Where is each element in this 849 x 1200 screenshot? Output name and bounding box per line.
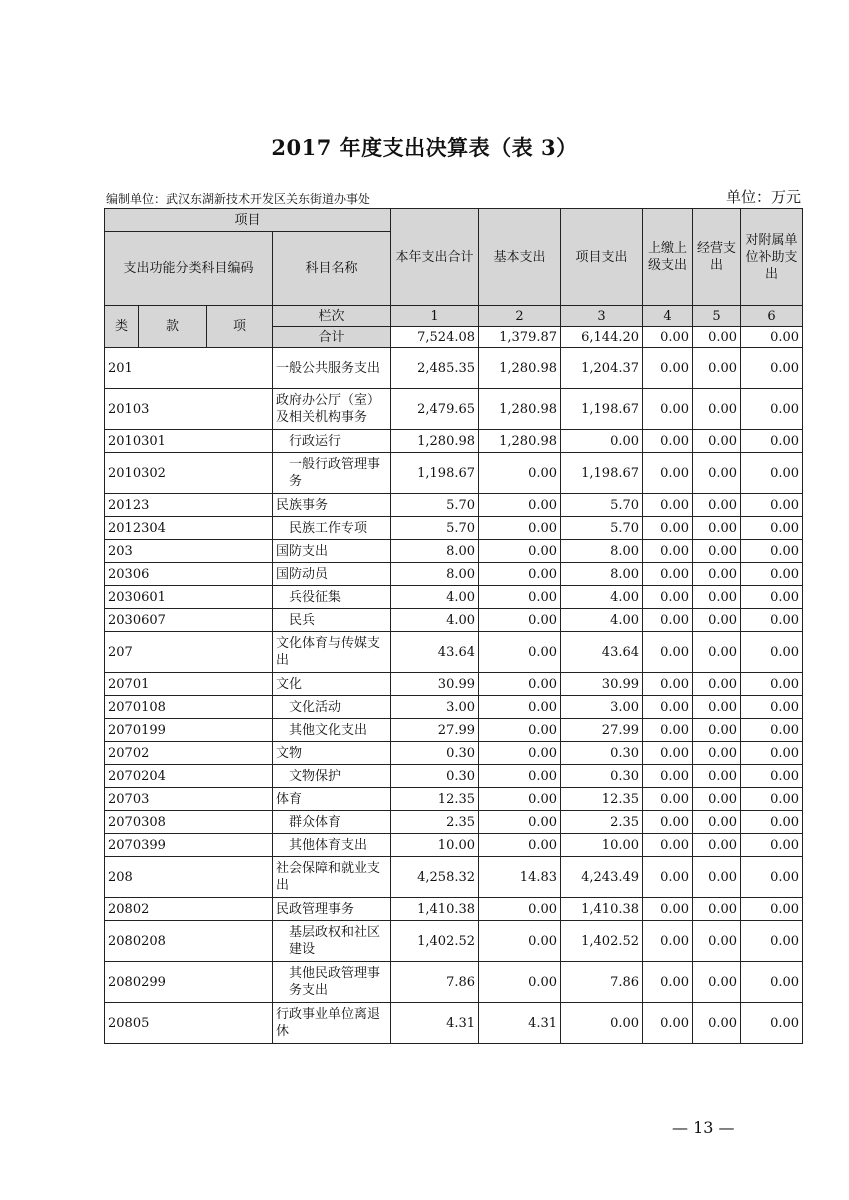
row-name: 民政管理事务 — [273, 898, 391, 921]
table-row — [105, 921, 803, 962]
row-basic: 1,280.98 — [479, 389, 561, 430]
row-total: 43.64 — [391, 632, 479, 673]
row-upper: 0.00 — [643, 430, 693, 453]
row-total: 27.99 — [391, 719, 479, 742]
row-basic: 14.83 — [479, 857, 561, 898]
row-name: 民兵 — [273, 609, 391, 632]
row-business: 0.00 — [693, 494, 741, 517]
table-row — [105, 765, 803, 788]
row-business: 0.00 — [693, 609, 741, 632]
row-project: 30.99 — [561, 673, 643, 696]
row-name: 其他体育支出 — [273, 834, 391, 857]
row-total: 4.00 — [391, 586, 479, 609]
row-project: 12.35 — [561, 788, 643, 811]
row-total: 10.00 — [391, 834, 479, 857]
row-code: 20703 — [105, 788, 273, 811]
table-row — [105, 898, 803, 921]
header-item: 项目 — [105, 209, 391, 232]
row-upper: 0.00 — [643, 1003, 693, 1044]
row-code: 20306 — [105, 563, 273, 586]
row-basic: 0.00 — [479, 586, 561, 609]
row-upper: 0.00 — [643, 742, 693, 765]
row-project: 43.64 — [561, 632, 643, 673]
row-name: 文物 — [273, 742, 391, 765]
col-index-3: 3 — [561, 306, 643, 327]
row-name: 基层政权和社区建设 — [273, 921, 391, 962]
row-name: 民族事务 — [273, 494, 391, 517]
row-total: 8.00 — [391, 563, 479, 586]
header-row-item — [105, 209, 803, 232]
row-basic: 0.00 — [479, 696, 561, 719]
row-business: 0.00 — [693, 765, 741, 788]
row-project: 8.00 — [561, 540, 643, 563]
row-project: 10.00 — [561, 834, 643, 857]
row-basic: 0.00 — [479, 765, 561, 788]
header-project: 项目支出 — [561, 209, 643, 306]
row-name: 兵役征集 — [273, 586, 391, 609]
row-name: 政府办公厅（室）及相关机构事务 — [273, 389, 391, 430]
row-project: 5.70 — [561, 517, 643, 540]
row-name: 国防动员 — [273, 563, 391, 586]
row-name: 群众体育 — [273, 811, 391, 834]
col-index-5: 5 — [693, 306, 741, 327]
row-code: 20702 — [105, 742, 273, 765]
page-title: 2017 年度支出决算表（表 3） — [271, 135, 578, 160]
row-project: 1,198.67 — [561, 453, 643, 494]
header-upper: 上缴上级支出 — [643, 209, 693, 306]
row-business: 0.00 — [693, 348, 741, 389]
table-row — [105, 609, 803, 632]
row-subsidy: 0.00 — [741, 921, 803, 962]
row-code: 20103 — [105, 389, 273, 430]
row-business: 0.00 — [693, 742, 741, 765]
row-code: 20802 — [105, 898, 273, 921]
row-basic: 0.00 — [479, 811, 561, 834]
table-row — [105, 586, 803, 609]
total-business: 0.00 — [693, 327, 741, 348]
row-subsidy: 0.00 — [741, 430, 803, 453]
row-total: 2.35 — [391, 811, 479, 834]
row-business: 0.00 — [693, 962, 741, 1003]
row-upper: 0.00 — [643, 586, 693, 609]
row-code: 201 — [105, 348, 273, 389]
header-code: 支出功能分类科目编码 — [105, 232, 273, 306]
row-project: 1,402.52 — [561, 921, 643, 962]
row-business: 0.00 — [693, 586, 741, 609]
header-lanci: 栏次 — [273, 306, 391, 327]
table-row — [105, 430, 803, 453]
table-row — [105, 811, 803, 834]
row-project: 27.99 — [561, 719, 643, 742]
row-basic: 0.00 — [479, 632, 561, 673]
row-upper: 0.00 — [643, 673, 693, 696]
row-basic: 0.00 — [479, 673, 561, 696]
row-basic: 0.00 — [479, 834, 561, 857]
row-code: 2070108 — [105, 696, 273, 719]
row-basic: 0.00 — [479, 719, 561, 742]
table-row — [105, 453, 803, 494]
row-upper: 0.00 — [643, 517, 693, 540]
col-index-1: 1 — [391, 306, 479, 327]
header-subsidy: 对附属单位补助支出 — [741, 209, 803, 306]
row-upper: 0.00 — [643, 453, 693, 494]
row-total: 30.99 — [391, 673, 479, 696]
row-code: 203 — [105, 540, 273, 563]
row-name: 文物保护 — [273, 765, 391, 788]
row-basic: 0.00 — [479, 962, 561, 1003]
row-code: 20805 — [105, 1003, 273, 1044]
row-upper: 0.00 — [643, 962, 693, 1003]
row-upper: 0.00 — [643, 609, 693, 632]
table-row — [105, 742, 803, 765]
row-business: 0.00 — [693, 430, 741, 453]
row-code: 2030607 — [105, 609, 273, 632]
header-row-lanci — [105, 306, 803, 327]
page-number: — 13 — — [672, 1118, 735, 1137]
row-subsidy: 0.00 — [741, 742, 803, 765]
table-row — [105, 494, 803, 517]
row-code: 2010302 — [105, 453, 273, 494]
row-business: 0.00 — [693, 834, 741, 857]
row-subsidy: 0.00 — [741, 719, 803, 742]
row-code: 2070199 — [105, 719, 273, 742]
row-basic: 4.31 — [479, 1003, 561, 1044]
row-name: 行政事业单位离退休 — [273, 1003, 391, 1044]
row-name: 其他文化支出 — [273, 719, 391, 742]
row-business: 0.00 — [693, 921, 741, 962]
row-name: 文化体育与传媒支出 — [273, 632, 391, 673]
reporting-unit: 编制单位：武汉东湖新技术开发区关东街道办事处 — [106, 192, 371, 206]
row-basic: 0.00 — [479, 898, 561, 921]
table-row — [105, 962, 803, 1003]
row-name: 一般行政管理事务 — [273, 453, 391, 494]
row-business: 0.00 — [693, 898, 741, 921]
row-business: 0.00 — [693, 788, 741, 811]
row-total: 4,258.32 — [391, 857, 479, 898]
row-total: 5.70 — [391, 494, 479, 517]
table-row — [105, 857, 803, 898]
row-business: 0.00 — [693, 673, 741, 696]
row-subsidy: 0.00 — [741, 609, 803, 632]
header-business: 经营支出 — [693, 209, 741, 306]
row-name: 体育 — [273, 788, 391, 811]
row-upper: 0.00 — [643, 348, 693, 389]
header-lei: 类 — [105, 306, 139, 348]
currency-unit: 单位：万元 — [725, 188, 801, 206]
row-upper: 0.00 — [643, 921, 693, 962]
row-upper: 0.00 — [643, 540, 693, 563]
row-name: 国防支出 — [273, 540, 391, 563]
row-basic: 1,280.98 — [479, 430, 561, 453]
row-upper: 0.00 — [643, 696, 693, 719]
row-business: 0.00 — [693, 1003, 741, 1044]
table-row — [105, 834, 803, 857]
table-row — [105, 719, 803, 742]
table-row — [105, 1003, 803, 1044]
table-row — [105, 348, 803, 389]
row-project: 0.30 — [561, 765, 643, 788]
total-project: 6,144.20 — [561, 327, 643, 348]
row-code: 2070204 — [105, 765, 273, 788]
row-total: 0.30 — [391, 742, 479, 765]
table-row — [105, 389, 803, 430]
row-upper: 0.00 — [643, 765, 693, 788]
row-code: 2070308 — [105, 811, 273, 834]
row-basic: 0.00 — [479, 563, 561, 586]
row-name: 社会保障和就业支出 — [273, 857, 391, 898]
row-code: 2080299 — [105, 962, 273, 1003]
row-upper: 0.00 — [643, 811, 693, 834]
row-code: 20123 — [105, 494, 273, 517]
row-project: 1,198.67 — [561, 389, 643, 430]
row-subsidy: 0.00 — [741, 563, 803, 586]
row-subsidy: 0.00 — [741, 494, 803, 517]
total-subsidy: 0.00 — [741, 327, 803, 348]
header-xiang: 项 — [207, 306, 273, 348]
row-subsidy: 0.00 — [741, 962, 803, 1003]
row-code: 20701 — [105, 673, 273, 696]
row-subsidy: 0.00 — [741, 898, 803, 921]
table-row — [105, 563, 803, 586]
row-code: 2012304 — [105, 517, 273, 540]
row-total: 1,198.67 — [391, 453, 479, 494]
row-business: 0.00 — [693, 719, 741, 742]
row-project: 8.00 — [561, 563, 643, 586]
row-business: 0.00 — [693, 517, 741, 540]
row-basic: 0.00 — [479, 609, 561, 632]
row-upper: 0.00 — [643, 788, 693, 811]
row-name: 一般公共服务支出 — [273, 348, 391, 389]
row-total: 0.30 — [391, 765, 479, 788]
row-name: 民族工作专项 — [273, 517, 391, 540]
row-project: 4,243.49 — [561, 857, 643, 898]
row-subsidy: 0.00 — [741, 1003, 803, 1044]
row-total: 2,479.65 — [391, 389, 479, 430]
row-total: 3.00 — [391, 696, 479, 719]
table-row — [105, 540, 803, 563]
row-subsidy: 0.00 — [741, 517, 803, 540]
row-business: 0.00 — [693, 453, 741, 494]
row-name: 行政运行 — [273, 430, 391, 453]
row-project: 0.00 — [561, 430, 643, 453]
row-total: 4.31 — [391, 1003, 479, 1044]
header-basic: 基本支出 — [479, 209, 561, 306]
total-total: 7,524.08 — [391, 327, 479, 348]
row-business: 0.00 — [693, 811, 741, 834]
row-subsidy: 0.00 — [741, 389, 803, 430]
row-total: 2,485.35 — [391, 348, 479, 389]
table-row — [105, 696, 803, 719]
row-subsidy: 0.00 — [741, 632, 803, 673]
row-total: 1,410.38 — [391, 898, 479, 921]
table-row — [105, 632, 803, 673]
row-upper: 0.00 — [643, 389, 693, 430]
row-subsidy: 0.00 — [741, 453, 803, 494]
col-index-6: 6 — [741, 306, 803, 327]
table-row — [105, 517, 803, 540]
row-subsidy: 0.00 — [741, 788, 803, 811]
col-index-2: 2 — [479, 306, 561, 327]
row-code: 2080208 — [105, 921, 273, 962]
row-code: 207 — [105, 632, 273, 673]
row-basic: 0.00 — [479, 788, 561, 811]
row-total: 5.70 — [391, 517, 479, 540]
row-basic: 0.00 — [479, 453, 561, 494]
total-label: 合计 — [273, 327, 391, 348]
row-subsidy: 0.00 — [741, 811, 803, 834]
row-project: 2.35 — [561, 811, 643, 834]
row-business: 0.00 — [693, 540, 741, 563]
row-upper: 0.00 — [643, 719, 693, 742]
row-total: 4.00 — [391, 609, 479, 632]
row-name: 文化活动 — [273, 696, 391, 719]
row-business: 0.00 — [693, 389, 741, 430]
row-code: 2030601 — [105, 586, 273, 609]
row-upper: 0.00 — [643, 857, 693, 898]
row-project: 5.70 — [561, 494, 643, 517]
row-code: 2070399 — [105, 834, 273, 857]
col-index-4: 4 — [643, 306, 693, 327]
row-code: 208 — [105, 857, 273, 898]
total-basic: 1,379.87 — [479, 327, 561, 348]
row-upper: 0.00 — [643, 834, 693, 857]
row-basic: 1,280.98 — [479, 348, 561, 389]
row-total: 1,402.52 — [391, 921, 479, 962]
row-total: 7.86 — [391, 962, 479, 1003]
row-business: 0.00 — [693, 563, 741, 586]
row-basic: 0.00 — [479, 494, 561, 517]
table-row — [105, 673, 803, 696]
row-upper: 0.00 — [643, 494, 693, 517]
row-upper: 0.00 — [643, 632, 693, 673]
row-project: 1,410.38 — [561, 898, 643, 921]
header-total: 本年支出合计 — [391, 209, 479, 306]
row-basic: 0.00 — [479, 742, 561, 765]
row-business: 0.00 — [693, 696, 741, 719]
row-subsidy: 0.00 — [741, 696, 803, 719]
row-project: 7.86 — [561, 962, 643, 1003]
row-total: 1,280.98 — [391, 430, 479, 453]
table-row — [105, 788, 803, 811]
row-project: 4.00 — [561, 609, 643, 632]
row-project: 4.00 — [561, 586, 643, 609]
header-name: 科目名称 — [273, 232, 391, 306]
row-code: 2010301 — [105, 430, 273, 453]
row-subsidy: 0.00 — [741, 673, 803, 696]
row-subsidy: 0.00 — [741, 586, 803, 609]
row-subsidy: 0.00 — [741, 348, 803, 389]
row-name: 其他民政管理事务支出 — [273, 962, 391, 1003]
row-subsidy: 0.00 — [741, 540, 803, 563]
row-project: 1,204.37 — [561, 348, 643, 389]
row-name: 文化 — [273, 673, 391, 696]
row-upper: 0.00 — [643, 563, 693, 586]
total-upper: 0.00 — [643, 327, 693, 348]
row-project: 3.00 — [561, 696, 643, 719]
row-upper: 0.00 — [643, 898, 693, 921]
row-business: 0.00 — [693, 632, 741, 673]
row-business: 0.00 — [693, 857, 741, 898]
row-project: 0.00 — [561, 1003, 643, 1044]
row-subsidy: 0.00 — [741, 765, 803, 788]
expenditure-table — [104, 208, 803, 1044]
row-basic: 0.00 — [479, 921, 561, 962]
row-project: 0.30 — [561, 742, 643, 765]
row-total: 12.35 — [391, 788, 479, 811]
row-basic: 0.00 — [479, 540, 561, 563]
row-subsidy: 0.00 — [741, 857, 803, 898]
row-total: 8.00 — [391, 540, 479, 563]
row-basic: 0.00 — [479, 517, 561, 540]
row-subsidy: 0.00 — [741, 834, 803, 857]
header-kuan: 款 — [139, 306, 207, 348]
